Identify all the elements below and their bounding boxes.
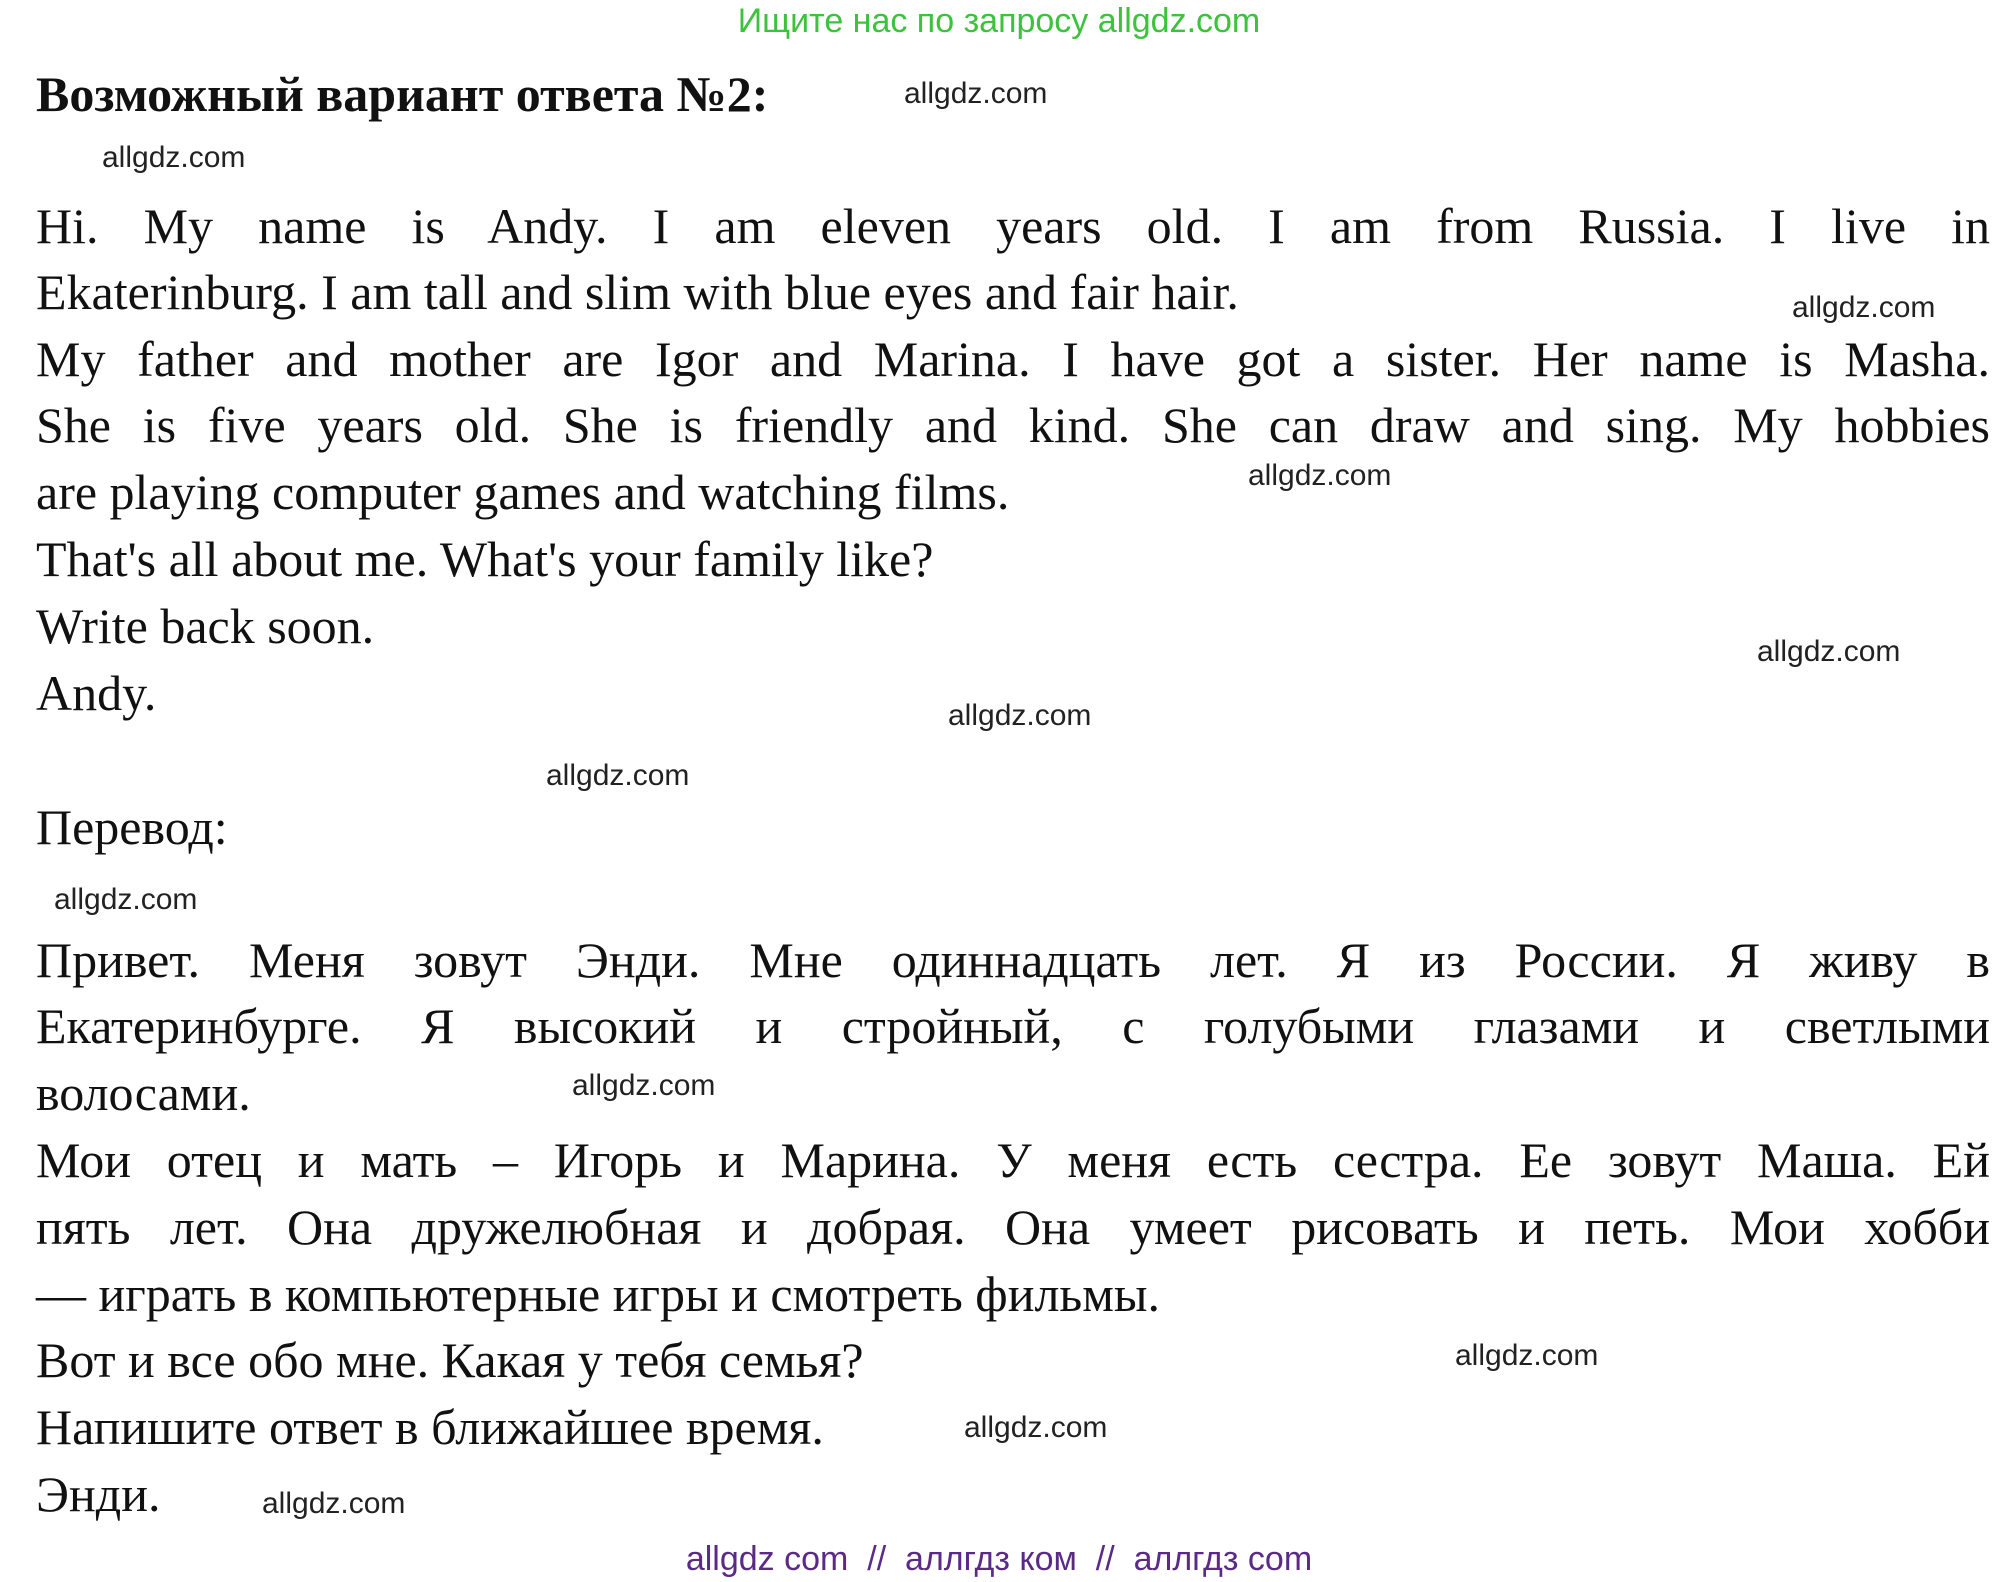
english-line-1: Hi. My name is Andy. I am eleven years old. I am from Russia. I live in xyxy=(36,198,1990,254)
watermark: allgdz.com xyxy=(262,1487,406,1520)
russian-line-3: волосами. xyxy=(36,1065,251,1121)
watermark: allgdz.com xyxy=(1455,1339,1599,1372)
watermark: allgdz.com xyxy=(546,759,690,792)
watermark: allgdz.com xyxy=(572,1069,716,1102)
english-line-6: That's all about me. What's your family like? xyxy=(36,531,934,587)
russian-line-9: Энди. xyxy=(36,1466,161,1522)
watermark: allgdz.com xyxy=(102,141,246,174)
english-line-2: Ekaterinburg. I am tall and slim with blue eyes and fair hair. xyxy=(36,264,1239,320)
watermark: allgdz.com xyxy=(1792,291,1936,324)
english-line-8: Andy. xyxy=(36,665,157,721)
russian-line-1: Привет. Меня зовут Энди. Мне одиннадцать лет. Я из России. Я живу в xyxy=(36,932,1990,988)
english-line-3: My father and mother are Igor and Marina. I have got a sister. Her name is Masha. xyxy=(36,331,1990,387)
watermark: allgdz.com xyxy=(948,699,1092,732)
answer-heading: Возможный вариант ответа №2: xyxy=(36,66,769,122)
watermark: allgdz.com xyxy=(964,1411,1108,1444)
watermark: allgdz.com xyxy=(54,883,198,916)
russian-line-2: Екатеринбурге. Я высокий и стройный, с голубыми глазами и светлыми xyxy=(36,998,1990,1054)
watermark: allgdz.com xyxy=(1757,635,1901,668)
translation-heading: Перевод: xyxy=(36,799,228,855)
watermark: allgdz.com xyxy=(904,77,1048,110)
english-line-4: She is five years old. She is friendly and kind. She can draw and sing. My hobbies xyxy=(36,397,1990,453)
russian-line-8: Напишите ответ в ближайшее время. xyxy=(36,1399,824,1455)
russian-line-4: Мои отец и мать – Игорь и Марина. У меня есть сестра. Ее зовут Маша. Ей xyxy=(36,1132,1990,1188)
english-line-7: Write back soon. xyxy=(36,598,375,654)
site-banner: Ищите нас по запросу allgdz.com xyxy=(737,2,1261,40)
russian-line-6: — играть в компьютерные игры и смотреть фильмы. xyxy=(36,1266,1160,1322)
watermark: allgdz.com xyxy=(1248,459,1392,492)
english-line-5: are playing computer games and watching films. xyxy=(36,464,1010,520)
russian-line-7: Вот и все обо мне. Какая у тебя семья? xyxy=(36,1332,864,1388)
site-footer: allgdz com // аллгдз ком // аллгдз com xyxy=(685,1540,1313,1578)
russian-line-5: пять лет. Она дружелюбная и добрая. Она умеет рисовать и петь. Мои хобби xyxy=(36,1199,1990,1255)
